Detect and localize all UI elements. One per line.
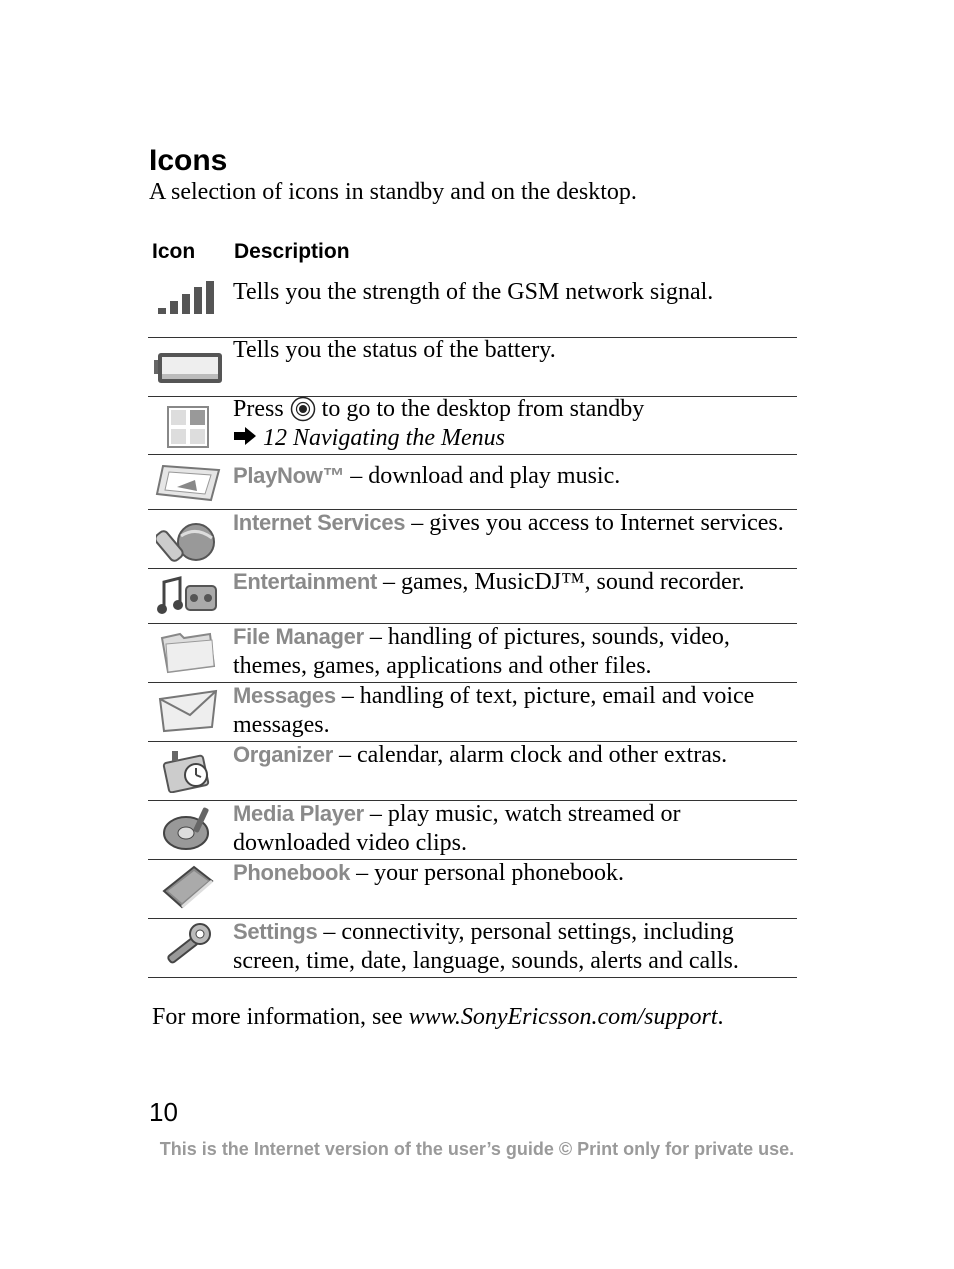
row-description: PlayNow™ – download and play music. bbox=[233, 463, 621, 489]
menu-term: File Manager bbox=[233, 624, 364, 649]
support-url[interactable]: www.SonyEricsson.com/support bbox=[408, 1004, 718, 1030]
column-header-description: Description bbox=[234, 240, 350, 263]
row-description: Organizer – calendar, alarm clock and other extras. bbox=[233, 742, 728, 768]
row-description: Tells you the strength of the GSM network signal. bbox=[233, 279, 714, 305]
press-text: Press bbox=[233, 396, 284, 422]
row-description: Tells you the status of the battery. bbox=[233, 337, 556, 363]
battery-icon bbox=[152, 350, 224, 386]
row-description bbox=[233, 395, 797, 453]
table-row bbox=[148, 338, 797, 397]
table-row bbox=[148, 860, 797, 919]
menu-term: Organizer bbox=[233, 742, 333, 767]
menu-term: Messages bbox=[233, 683, 336, 708]
table-row bbox=[148, 276, 797, 338]
table-row bbox=[148, 919, 797, 978]
menu-term: Internet Services bbox=[233, 510, 406, 535]
row-description: Messages – handling of text, picture, email and voice messages. bbox=[233, 683, 755, 738]
row-description: Media Player – play music, watch streamed or downloaded video clips. bbox=[233, 801, 681, 856]
organizer-icon bbox=[152, 745, 224, 793]
settings-icon bbox=[152, 922, 224, 972]
table-row bbox=[148, 397, 797, 455]
phonebook-icon bbox=[152, 863, 224, 911]
menu-term: Media Player bbox=[233, 801, 364, 826]
page-number: 10 bbox=[149, 1097, 178, 1127]
row-description: Phonebook – your personal phonebook. bbox=[233, 860, 625, 886]
table-row bbox=[148, 683, 797, 742]
row-description: Settings – connectivity, personal settings, including screen, time, date, language, sounds, alerts and calls. bbox=[233, 919, 739, 974]
table-row bbox=[148, 510, 797, 569]
file-manager-icon bbox=[152, 630, 224, 674]
desktop-instruction: to go to the desktop from standby bbox=[321, 396, 645, 422]
table-row bbox=[148, 742, 797, 801]
table-row bbox=[148, 624, 797, 683]
arrow-right-icon bbox=[233, 427, 257, 445]
intro-text: A selection of icons in standby and on the desktop. bbox=[149, 179, 637, 205]
menu-term: Entertainment bbox=[233, 569, 378, 594]
playnow-icon bbox=[152, 460, 224, 502]
desktop-icon bbox=[152, 406, 224, 448]
print-notice: This is the Internet version of the user’s guide © Print only for private use. bbox=[159, 1139, 795, 1159]
row-description: Internet Services – gives you access to Internet services. bbox=[233, 510, 784, 536]
menu-term: PlayNow™ bbox=[233, 463, 345, 488]
icon-table bbox=[148, 276, 797, 978]
row-description: File Manager – handling of pictures, sounds, video, themes, games, applications and other files. bbox=[233, 624, 730, 679]
row-description: Entertainment – games, MusicDJ™, sound recorder. bbox=[233, 569, 745, 595]
cross-reference-link[interactable]: 12 Navigating the Menus bbox=[263, 425, 505, 451]
media-player-icon bbox=[152, 803, 224, 853]
column-header-icon: Icon bbox=[152, 240, 196, 263]
page-title: Icons bbox=[149, 144, 228, 177]
messages-icon bbox=[152, 687, 224, 733]
menu-term: Phonebook bbox=[233, 860, 351, 885]
table-row bbox=[148, 801, 797, 860]
entertainment-icon bbox=[152, 572, 224, 618]
internet-services-icon bbox=[152, 516, 224, 564]
table-row bbox=[148, 455, 797, 510]
more-info-text: For more information, see www.SonyEricsson.com/support. bbox=[152, 1004, 724, 1030]
select-key-icon bbox=[290, 396, 316, 422]
table-row bbox=[148, 569, 797, 624]
menu-term: Settings bbox=[233, 919, 318, 944]
signal-strength-icon bbox=[152, 280, 224, 316]
